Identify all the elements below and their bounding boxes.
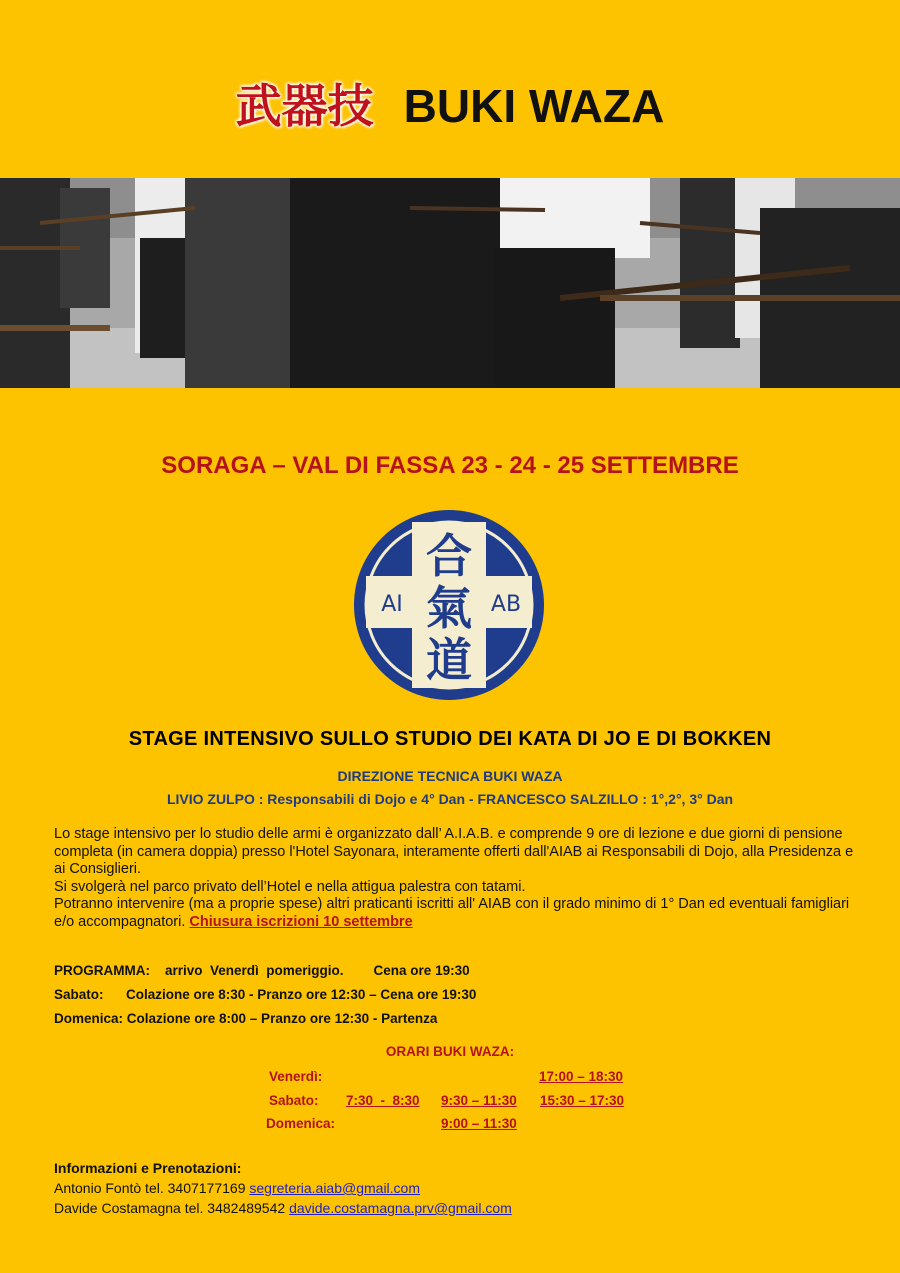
program-row-sunday: Domenica: Colazione ore 8:00 – Pranzo ore 12:30 - Partenza bbox=[54, 1011, 438, 1026]
logo-right-text: AB bbox=[490, 592, 522, 617]
program-row-saturday: Sabato: Colazione ore 8:30 - Pranzo ore 12:30 – Cena ore 19:30 bbox=[54, 987, 477, 1002]
contact-1-text: Antonio Fontò tel. 3407177169 bbox=[54, 1180, 250, 1196]
schedule-sunday-label: Domenica: bbox=[266, 1116, 336, 1131]
contact-2-text: Davide Costamagna tel. 3482489542 bbox=[54, 1200, 290, 1216]
schedule-friday-time: 17:00 – 18:30 bbox=[539, 1069, 624, 1084]
stage-title: STAGE INTENSIVO SULLO STUDIO DEI KATA DI JO E DI BOKKEN bbox=[128, 728, 772, 750]
title-kanji: 武器技 bbox=[235, 79, 374, 133]
schedule-title: ORARI BUKI WAZA: bbox=[385, 1044, 515, 1059]
direction-title: DIREZIONE TECNICA BUKI WAZA bbox=[337, 768, 563, 784]
description bbox=[54, 826, 854, 931]
registration-deadline: Chiusura iscrizioni 10 settembre bbox=[189, 913, 413, 930]
description-p2: Si svolgerà nel parco privato dell’Hotel e nella attigua palestra con tatami. bbox=[54, 878, 526, 895]
logo-kanji-1: 合 bbox=[426, 529, 472, 583]
direction-teachers: LIVIO ZULPO : Responsabili di Dojo e 4° Dan - FRANCESCO SALZILLO : 1°,2°, 3° Dan bbox=[166, 791, 734, 807]
contact-1-email-link[interactable]: segreteria.aiab@gmail.com bbox=[249, 1180, 421, 1196]
description-p3: Potranno intervenire (ma a proprie spese) altri praticanti iscritti all' AIAB con il grado minimo di 1° Dan ed eventuali famigliari e/o accompagnatori. bbox=[54, 896, 850, 930]
event-location-dates: SORAGA – VAL DI FASSA 23 - 24 - 25 SETTEMBRE bbox=[161, 452, 739, 479]
program bbox=[54, 959, 854, 1031]
program-row-friday: PROGRAMMA: arrivo Venerdì pomeriggio. Cena ore 19:30 bbox=[54, 963, 470, 978]
contact-info bbox=[54, 1158, 854, 1218]
logo-kanji-2: 氣 bbox=[426, 581, 472, 635]
description-p3-container bbox=[54, 896, 854, 931]
schedule-saturday-time-3: 15:30 – 17:30 bbox=[540, 1093, 625, 1108]
schedule-saturday-time-2: 9:30 – 11:30 bbox=[441, 1093, 517, 1108]
logo-kanji-3: 道 bbox=[426, 633, 472, 687]
description-p1: Lo stage intensivo per lo studio delle armi è organizzato dall’ A.I.A.B. e comprende 9 ore di lezione e due giorni di pensione completa (in camera doppia) presso l'Hotel Sayonara, interamente offerti dall'AIAB ai Responsabili di Dojo, alla Presidenza e ai Consiglieri. bbox=[54, 826, 854, 877]
schedule-friday-label: Venerdì: bbox=[269, 1069, 323, 1084]
schedule-sunday-time: 9:00 – 11:30 bbox=[441, 1116, 517, 1131]
header-photo bbox=[0, 178, 900, 388]
page-title bbox=[0, 70, 900, 136]
logo-left-text: AI bbox=[381, 592, 403, 617]
contact-row-1 bbox=[54, 1178, 854, 1198]
schedule-saturday-label: Sabato: bbox=[269, 1093, 319, 1108]
contact-2-email-link[interactable]: davide.costamagna.prv@gmail.com bbox=[289, 1200, 512, 1216]
contact-row-2 bbox=[54, 1198, 854, 1218]
title-text: BUKI WAZA bbox=[403, 80, 665, 132]
practitioners-image bbox=[0, 178, 900, 388]
contact-title: Informazioni e Prenotazioni: bbox=[54, 1160, 242, 1176]
schedule-saturday-time-1: 7:30 - 8:30 bbox=[346, 1093, 420, 1108]
aiab-logo bbox=[352, 508, 546, 702]
